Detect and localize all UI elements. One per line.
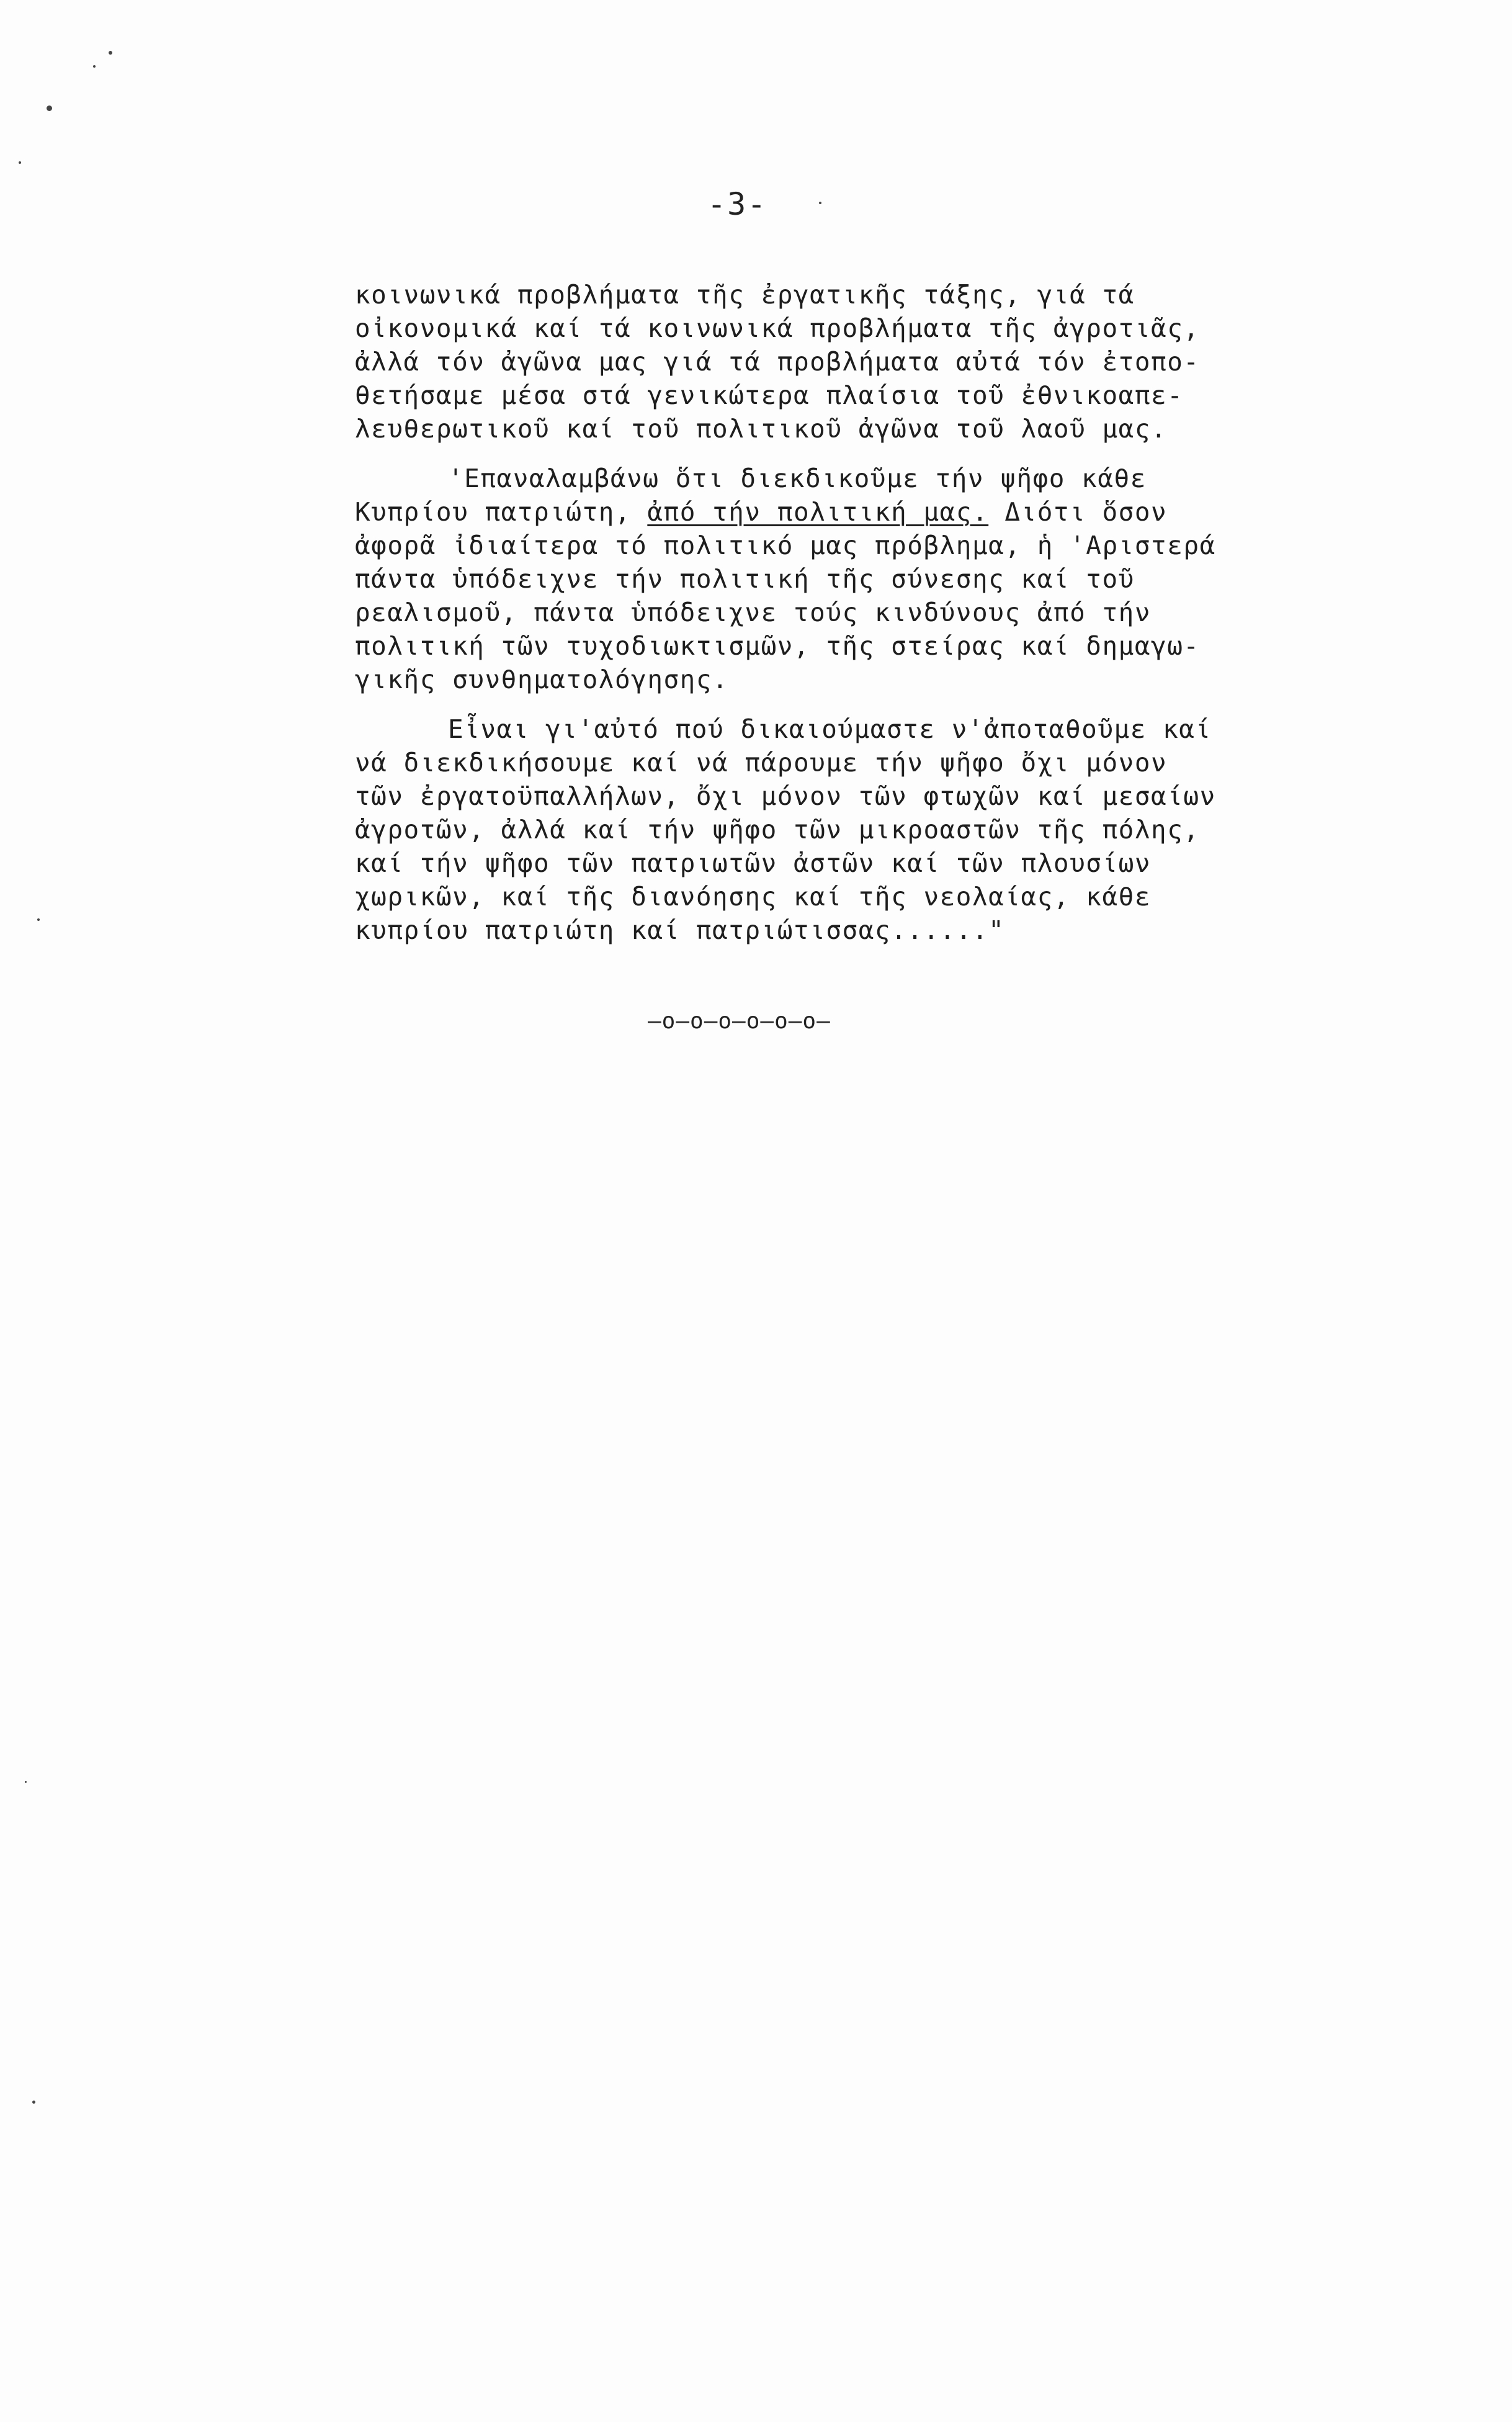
text-line: οἰκονομικά καί τά κοινωνικά προβλήματα τῆς ἀγροτιᾶς, xyxy=(355,313,1200,343)
text-line: τῶν ἐργατοϋπαλλήλων, ὄχι μόνον τῶν φτωχῶν καί μεσαίων xyxy=(355,781,1216,811)
document-body xyxy=(355,278,1372,963)
scan-speck xyxy=(25,1781,27,1783)
scan-speck xyxy=(32,2101,35,2104)
text-line: ρεαλισμοῦ, πάντα ὑπόδειχνε τούς κινδύνους ἀπό τήν xyxy=(355,598,1152,627)
text-fragment: Κυπρίου πατριώτη, xyxy=(355,497,632,527)
text-line: ἀγροτῶν, ἀλλά καί τήν ψῆφο τῶν μικροαστῶν τῆς πόλης, xyxy=(355,815,1200,845)
text-line: θετήσαμε μέσα στά γενικώτερα πλαίσια τοῦ ἐθνικοαπε- xyxy=(355,380,1184,410)
text-line: γικῆς συνθηματολόγησης. xyxy=(355,665,729,694)
end-separator: —o—o—o—o—o—o— xyxy=(648,1008,831,1034)
text-line: καί τήν ψῆφο τῶν πατριωτῶν ἀστῶν καί τῶν πλουσίων xyxy=(355,848,1152,878)
text-line: Εἶναι γι'αὐτό πού δικαιούμαστε ν'ἀποταθοῦμε καί xyxy=(448,714,1212,744)
text-line: νά διεκδικήσουμε καί νά πάρουμε τήν ψῆφο ὄχι μόνον xyxy=(355,748,1168,778)
text-line: κυπρίου πατριώτη καί πατριώτισσας......" xyxy=(355,915,1005,945)
text-line: 'Επαναλαμβάνω ὅτι διεκδικοῦμε τήν ψῆφο κάθε xyxy=(448,464,1147,493)
text-line: ἀλλά τόν ἀγῶνα μας γιά τά προβλήματα αὐτά τόν ἐτοπο- xyxy=(355,347,1200,377)
scan-speck xyxy=(819,202,821,204)
scan-speck xyxy=(19,161,21,164)
underlined-phrase: ἀπό τήν πολιτική μας. xyxy=(647,497,989,527)
scan-speck xyxy=(47,105,52,111)
text-fragment: Διότι ὅσον xyxy=(1004,497,1168,527)
scan-speck xyxy=(109,51,112,55)
text-line: χωρικῶν, καί τῆς διανόησης καί τῆς νεολαίας, κάθε xyxy=(355,882,1152,912)
text-line xyxy=(355,495,1372,529)
scan-speck xyxy=(37,918,40,921)
paragraph-1 xyxy=(355,278,1372,446)
text-line: κοινωνικά προβλήματα τῆς ἐργατικῆς τάξης, γιά τά xyxy=(355,280,1135,310)
text-line: πολιτική τῶν τυχοδιωκτισμῶν, τῆς στείρας καί δημαγω- xyxy=(355,631,1200,661)
text-line: λευθερωτικοῦ καί τοῦ πολιτικοῦ ἀγῶνα τοῦ λαοῦ μας. xyxy=(355,414,1168,444)
paragraph-3 xyxy=(355,712,1372,947)
page-number: -3- xyxy=(707,186,767,222)
scan-speck xyxy=(93,65,96,68)
paragraph-2 xyxy=(355,462,1372,696)
text-line: πάντα ὑπόδειχνε τήν πολιτική τῆς σύνεσης καί τοῦ xyxy=(355,564,1135,594)
text-line: ἀφορᾶ ἰδιαίτερα τό πολιτικό μας πρόβλημα, ἡ 'Αριστερά xyxy=(355,531,1216,560)
